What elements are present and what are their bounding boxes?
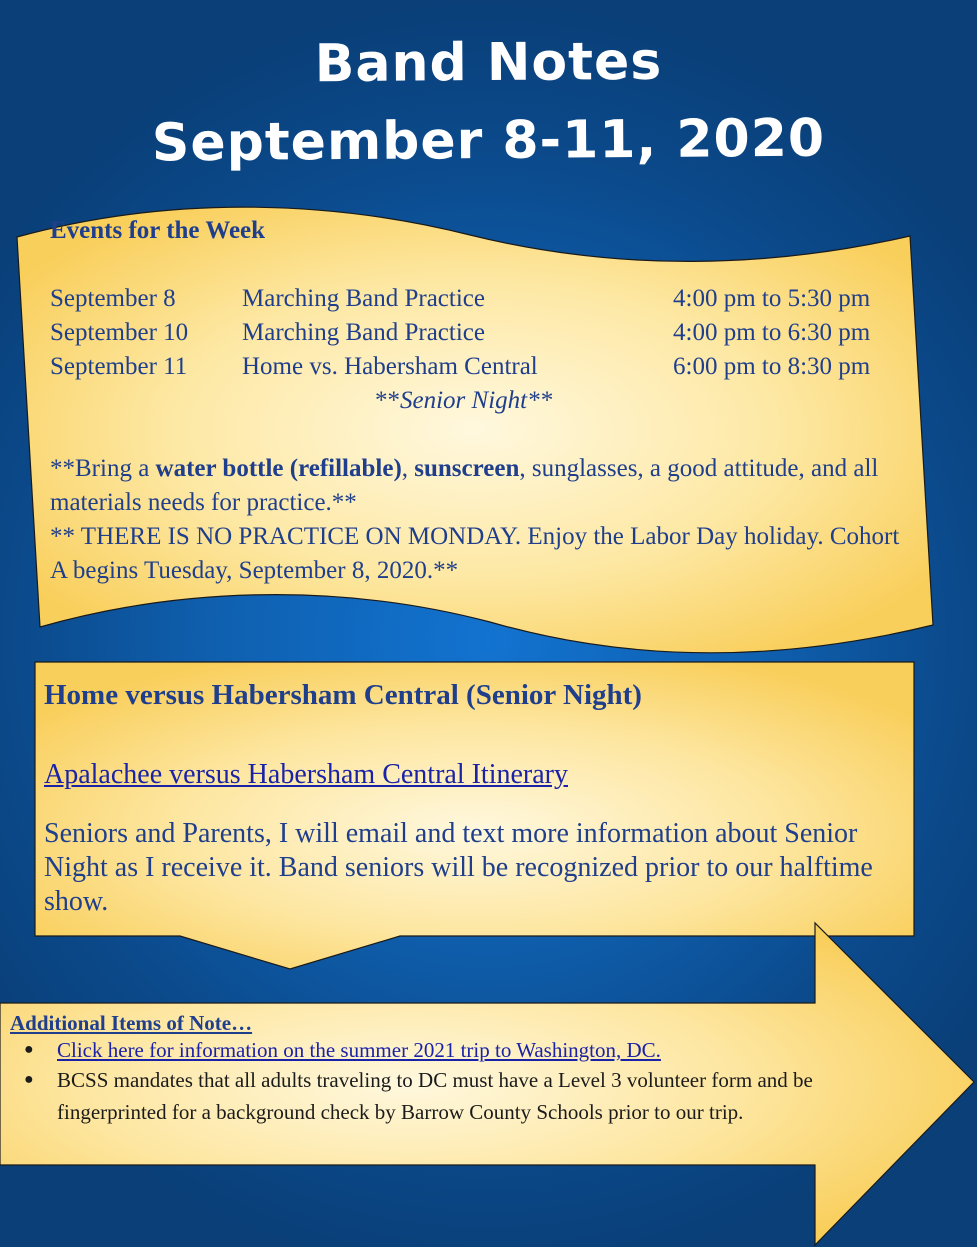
events-heading: Events for the Week [50, 217, 266, 244]
event-date: September 10 [50, 319, 189, 346]
event-row [50, 316, 870, 350]
bring-water-bottle: water bottle (refillable) [155, 455, 402, 482]
itinerary-link[interactable]: Apalachee versus Habersham Central Itinerary [44, 759, 568, 790]
page-title-line2: September 8-11, 2020 [151, 108, 826, 174]
event-row [50, 282, 870, 316]
events-section [50, 214, 900, 588]
event-date: September 8 [50, 285, 176, 312]
event-date: September 11 [50, 353, 188, 380]
additional-list-item [10, 1064, 890, 1128]
senior-night-body: Seniors and Parents, I will email and text more information about Senior Night as I receive it. Band seniors will be recognized prior to our halftime show. [44, 818, 873, 917]
additional-items-list [10, 1036, 890, 1128]
bullet-icon: ● [24, 1071, 34, 1088]
event-time: 4:00 pm to 5:30 pm [673, 285, 871, 312]
additional-items-heading: Additional Items of Note… [10, 1011, 253, 1035]
bring-items-note: **Bring a water bottle (refillable), sunscreen, sunglasses, a good attitude, and all materials needs for practice.** [50, 455, 879, 516]
no-practice-note: ** THERE IS NO PRACTICE ON MONDAY. Enjoy the Labor Day holiday. Cohort A begins Tuesday, September 8, 2020.** [50, 523, 900, 584]
additional-list-item [10, 1036, 890, 1064]
bring-sunscreen: sunscreen [414, 455, 520, 482]
event-name: Home vs. Habersham Central [242, 353, 538, 380]
senior-night-heading: Home versus Habersham Central (Senior Night) [44, 679, 642, 711]
event-name: Marching Band Practice [242, 285, 485, 312]
senior-night-section [44, 675, 904, 919]
additional-items-section [10, 1010, 890, 1128]
event-row [50, 350, 870, 384]
event-time: 6:00 pm to 8:30 pm [673, 353, 871, 380]
dc-trip-link[interactable]: Click here for information on the summer 2021 trip to Washington, DC. [57, 1038, 661, 1062]
bcss-mandate-text: BCSS mandates that all adults traveling to DC must have a Level 3 volunteer form and be fingerprinted for a background check by Barrow County Schools prior to our trip. [57, 1068, 813, 1124]
event-name: Marching Band Practice [242, 319, 485, 346]
page-title-line1: Band Notes [314, 31, 663, 95]
events-table [50, 282, 870, 384]
event-time: 4:00 pm to 6:30 pm [673, 319, 871, 346]
senior-night-note: **Senior Night** [375, 387, 553, 414]
bullet-icon: ● [24, 1041, 34, 1058]
